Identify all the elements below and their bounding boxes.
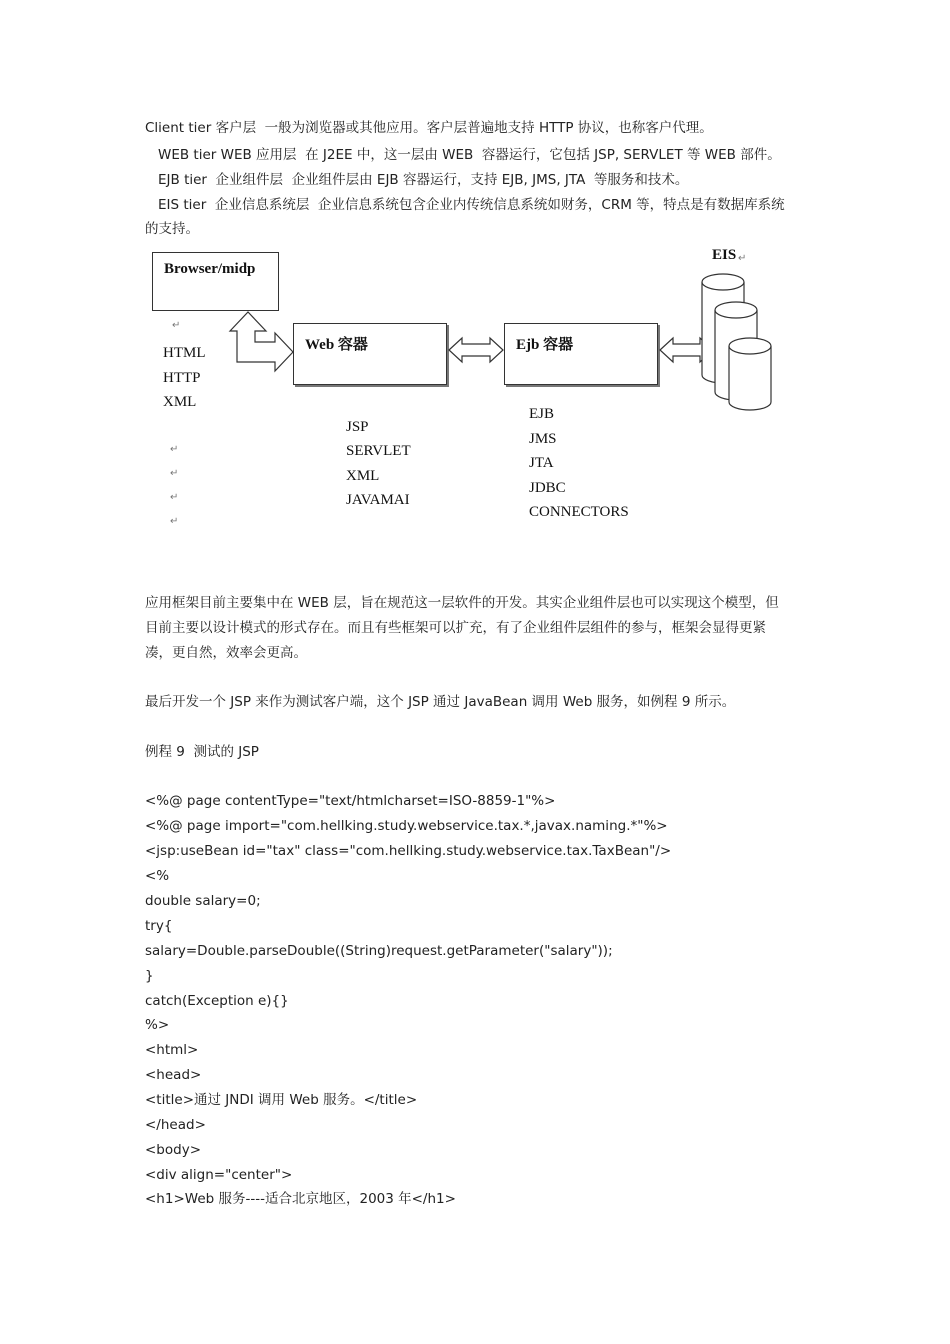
return-mark: ↵ <box>170 444 179 455</box>
web-container-label: Web 容器 <box>305 337 368 353</box>
ejb-item-jdbc: JDBC <box>529 480 566 496</box>
example-caption: 例程 9 测试的 JSP <box>145 744 259 760</box>
web-item-servlet: SERVLET <box>346 443 411 459</box>
intro-line-web: WEB tier WEB 应用层 在 J2EE 中，这一层由 WEB 容器运行，它包括 JSP, SERVLET 等 WEB 部件。 <box>158 147 781 163</box>
return-mark: ↵ <box>170 492 179 503</box>
intro-line-eis: EIS tier 企业信息系统层 企业信息系统包含企业内传统信息系统如财务，CRM 等，特点是有数据库系统 <box>158 197 785 213</box>
code-line: %> <box>145 1017 170 1033</box>
paragraph-line: 最后开发一个 JSP 来作为测试客户端，这个 JSP 通过 JavaBean 调用 Web 服务，如例程 9 所示。 <box>145 694 736 710</box>
client-item-html: HTML <box>163 345 206 361</box>
code-line: <% <box>145 868 170 884</box>
code-line: <html> <box>145 1042 199 1058</box>
code-line: salary=Double.parseDouble((String)request.getParameter("salary")); <box>145 943 613 959</box>
client-web-arrow <box>230 312 293 371</box>
intro-line-client: Client tier 客户层 一般为浏览器或其他应用。客户层普遍地支持 HTTP 协议，也称客户代理。 <box>145 120 713 136</box>
diagram-shapes <box>0 0 950 600</box>
client-item-http: HTTP <box>163 370 201 386</box>
ejb-container-label: Ejb 容器 <box>516 337 574 353</box>
browser-label: Browser/midp <box>164 261 256 277</box>
ejb-item-jta: JTA <box>529 455 554 471</box>
ejb-item-connectors: CONNECTORS <box>529 504 629 520</box>
paragraph-line: 目前主要以设计模式的形式存在。而且有些框架可以扩充，有了企业组件层组件的参与，框架会显得更紧 <box>145 620 766 636</box>
code-line: </head> <box>145 1117 206 1133</box>
code-line: <body> <box>145 1142 202 1158</box>
code-line: try{ <box>145 918 173 934</box>
code-line: <title>通过 JNDI 调用 Web 服务。</title> <box>145 1092 418 1108</box>
intro-line-ejb: EJB tier 企业组件层 企业组件层由 EJB 容器运行，支持 EJB, JMS, JTA 等服务和技术。 <box>158 172 689 188</box>
code-line: <%@ page contentType="text/htmlcharset=ISO-8859-1"%> <box>145 793 556 809</box>
eis-database-icon <box>702 274 771 410</box>
return-mark: ↵ <box>172 320 181 331</box>
web-ejb-arrow <box>449 338 503 362</box>
code-line: } <box>145 968 154 984</box>
client-item-xml: XML <box>163 394 197 410</box>
paragraph-line: 凑，更自然，效率会更高。 <box>145 645 307 661</box>
code-line: <head> <box>145 1067 202 1083</box>
code-line: <div align="center"> <box>145 1167 293 1183</box>
code-line: double salary=0; <box>145 893 261 909</box>
intro-line-eis-cont: 的支持。 <box>145 221 199 237</box>
paragraph-line: 应用框架目前主要集中在 WEB 层，旨在规范这一层软件的开发。其实企业组件层也可以实现这个模型，但 <box>145 595 779 611</box>
code-line: <jsp:useBean id="tax" class="com.hellking.study.webservice.tax.TaxBean"/> <box>145 843 672 859</box>
return-mark: ↵ <box>170 468 179 479</box>
web-item-javamai: JAVAMAI <box>346 492 410 508</box>
code-line: catch(Exception e){} <box>145 993 289 1009</box>
return-mark: ↵ <box>738 253 747 264</box>
return-mark: ↵ <box>170 516 179 527</box>
ejb-item-jms: JMS <box>529 431 557 447</box>
web-item-xml: XML <box>346 468 380 484</box>
code-line: <%@ page import="com.hellking.study.webservice.tax.*,javax.naming.*"%> <box>145 818 668 834</box>
code-line: <h1>Web 服务----适合北京地区，2003 年</h1> <box>145 1191 456 1207</box>
ejb-item-ejb: EJB <box>529 406 555 422</box>
eis-label: EIS <box>712 247 737 263</box>
web-item-jsp: JSP <box>346 419 369 435</box>
